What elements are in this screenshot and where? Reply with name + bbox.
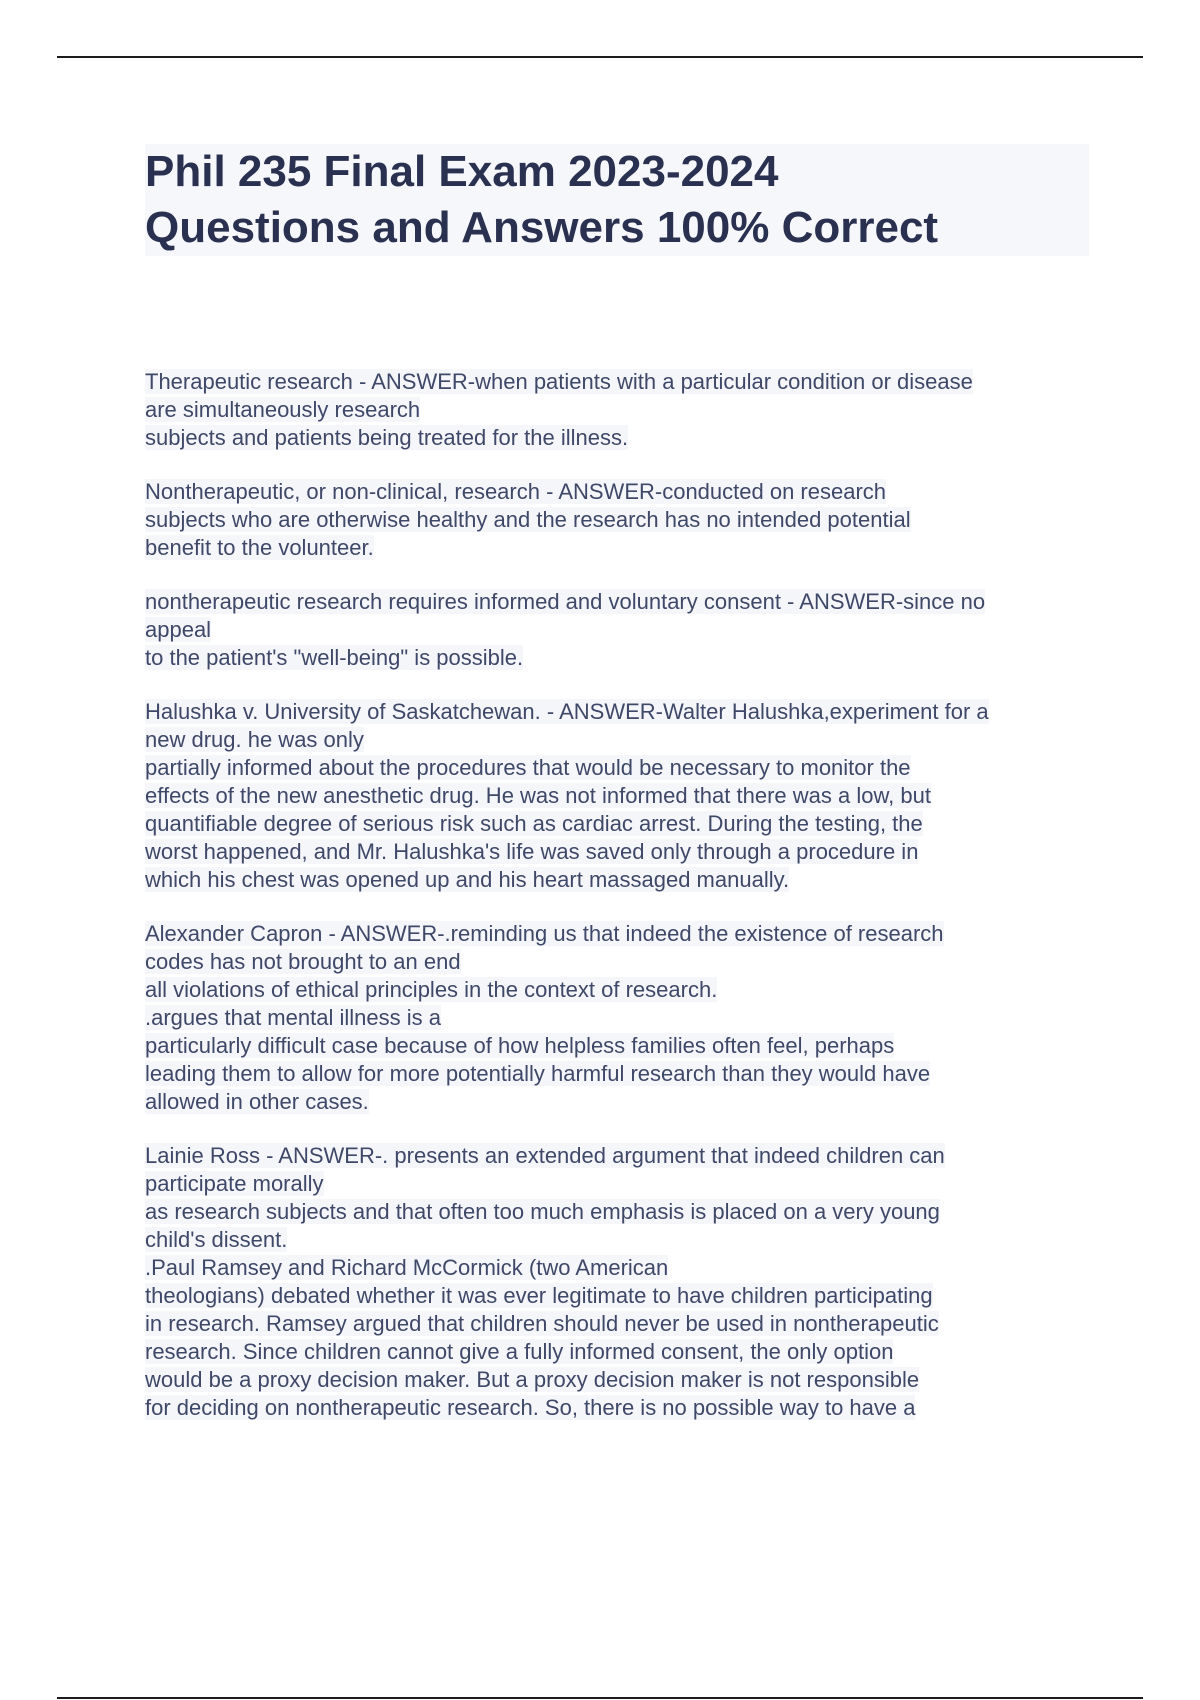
text-line: Alexander Capron - ANSWER-.reminding us that indeed the existence of research — [145, 921, 944, 946]
top-rule — [57, 56, 1143, 58]
qa-entry-nontherapeutic-research — [145, 478, 1089, 562]
text-line: subjects who are otherwise healthy and the research has no intended potential — [145, 507, 911, 532]
text-line: benefit to the volunteer. — [145, 535, 374, 560]
title-line: Questions and Answers 100% Correct — [145, 203, 939, 252]
text-line: child's dissent. — [145, 1227, 288, 1252]
text-line: Nontherapeutic, or non-clinical, research - ANSWER-conducted on research — [145, 479, 887, 504]
text-line: particularly difficult case because of how helpless families often feel, perhaps — [145, 1033, 895, 1058]
text-line: codes has not brought to an end — [145, 949, 461, 974]
bottom-rule — [57, 1697, 1143, 1699]
text-line: Therapeutic research - ANSWER-when patients with a particular condition or disease — [145, 369, 973, 394]
qa-content — [145, 368, 1089, 1448]
text-line: .argues that mental illness is a — [145, 1005, 441, 1030]
text-line: for deciding on nontherapeutic research. So, there is no possible way to have a — [145, 1395, 916, 1420]
title-line: Phil 235 Final Exam 2023-2024 — [145, 147, 779, 196]
text-line: participate morally — [145, 1171, 324, 1196]
text-line: nontherapeutic research requires informed and voluntary consent - ANSWER-since no — [145, 589, 986, 614]
text-line: would be a proxy decision maker. But a proxy decision maker is not responsible — [145, 1367, 920, 1392]
text-line: leading them to allow for more potentially harmful research than they would have — [145, 1061, 931, 1086]
text-line: all violations of ethical principles in the context of research. — [145, 977, 718, 1002]
text-line: theologians) debated whether it was ever legitimate to have children participating — [145, 1283, 933, 1308]
text-line: subjects and patients being treated for the illness. — [145, 425, 629, 450]
document-title — [145, 144, 1089, 256]
text-line: in research. Ramsey argued that children should never be used in nontherapeutic — [145, 1311, 939, 1336]
qa-entry-informed-consent — [145, 588, 1089, 672]
text-line: Halushka v. University of Saskatchewan. - ANSWER-Walter Halushka,experiment for a — [145, 699, 989, 724]
text-line: allowed in other cases. — [145, 1089, 369, 1114]
text-line: .Paul Ramsey and Richard McCormick (two American — [145, 1255, 669, 1280]
text-line: Lainie Ross - ANSWER-. presents an extended argument that indeed children can — [145, 1143, 945, 1168]
text-line: to the patient's "well-being" is possible. — [145, 645, 524, 670]
text-line: new drug. he was only — [145, 727, 364, 752]
text-line: effects of the new anesthetic drug. He was not informed that there was a low, but — [145, 783, 931, 808]
qa-entry-therapeutic-research — [145, 368, 1089, 452]
text-line: are simultaneously research — [145, 397, 421, 422]
qa-entry-lainie-ross — [145, 1142, 1089, 1422]
text-line: quantifiable degree of serious risk such as cardiac arrest. During the testing, the — [145, 811, 923, 836]
text-line: research. Since children cannot give a fully informed consent, the only option — [145, 1339, 894, 1364]
title-block — [145, 144, 1089, 256]
text-line: which his chest was opened up and his heart massaged manually. — [145, 867, 790, 892]
text-line: appeal — [145, 617, 212, 642]
text-line: worst happened, and Mr. Halushka's life was saved only through a procedure in — [145, 839, 919, 864]
qa-entry-alexander-capron — [145, 920, 1089, 1116]
text-line: partially informed about the procedures that would be necessary to monitor the — [145, 755, 911, 780]
text-line: as research subjects and that often too much emphasis is placed on a very young — [145, 1199, 940, 1224]
qa-entry-halushka — [145, 698, 1089, 894]
